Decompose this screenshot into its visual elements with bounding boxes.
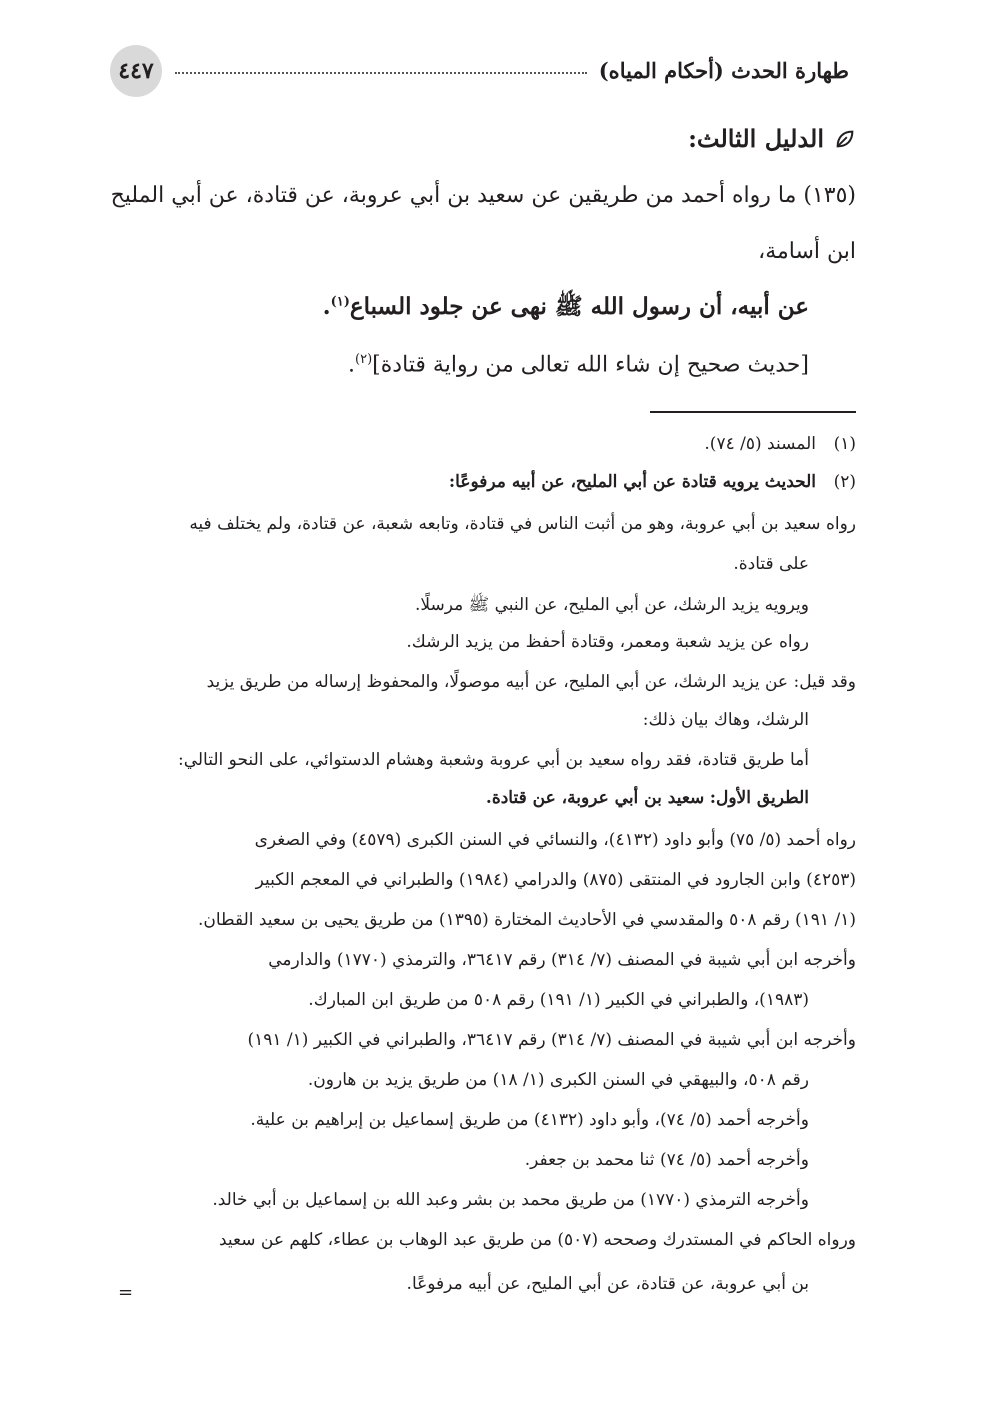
- footnote-1-number: (١): [833, 434, 856, 454]
- path-1-title: سعيد بن أبي عروبة، عن قتادة.: [485, 788, 705, 808]
- footnote-line: (٤٢٥٣) وابن الجارود في المنتقى (٨٧٥) والدرامي (١٩٨٤) والطبراني في المعجم الكبير: [255, 870, 856, 890]
- footnote-line: أما طريق قتادة، فقد رواه سعيد بن أبي عروبة وشعبة وهشام الدستوائي، على النحو التالي:: [177, 750, 809, 770]
- path-1-label: الطريق الأول:: [709, 788, 809, 808]
- section-heading-text: الدليل الثالث:: [688, 124, 824, 153]
- footnote-1: [704, 434, 856, 454]
- footnote-1-text: المسند (٥/ ٧٤).: [704, 434, 816, 454]
- footnote-separator: [650, 411, 856, 413]
- footnote-line: وأخرجه أحمد (٥/ ٧٤) ثنا محمد بن جعفر.: [524, 1150, 809, 1170]
- path-1-heading: [486, 788, 809, 808]
- leaf-ornament-icon: [834, 128, 856, 150]
- footnote-line: رواه أحمد (٥/ ٧٥) وأبو داود (٤١٣٢)، والنسائي في السنن الكبرى (٤٥٧٩) وفي الصغرى: [254, 830, 856, 850]
- footnote-line: (١٩٨٣)، والطبراني في الكبير (١/ ١٩١) رقم ٥٠٨ من طريق ابن المبارك.: [308, 990, 809, 1010]
- page-number: ٤٤٧: [118, 58, 154, 84]
- matn-end: .: [322, 293, 331, 320]
- grading-text: [حديث صحيح إن شاء الله تعالى من رواية قتادة]: [372, 352, 809, 378]
- hadith-grading: [348, 352, 809, 377]
- footnote-line: على قتادة.: [733, 554, 809, 574]
- footnote-line: وقد قيل: عن يزيد الرشك، عن أبي المليح، عن أبيه موصولًا، والمحفوظ إرساله من طريق يزيد: [206, 672, 856, 692]
- footnote-line: رواه سعيد بن أبي عروبة، وهو من أثبت الناس في قتادة، وتابعه شعبة، عن قتادة، ولم يختلف فيه: [189, 514, 856, 534]
- running-title: طهارة الحدث (أحكام المياه): [598, 57, 849, 83]
- footnote-line: وأخرجه ابن أبي شيبة في المصنف (٧/ ٣١٤) رقم ٣٦٤١٧، والطبراني في الكبير (١/ ١٩١): [247, 1030, 856, 1050]
- footnote-2: [449, 472, 856, 492]
- continuation-mark: =: [118, 1282, 134, 1303]
- matn-text: عن أبيه، أن رسول الله ﷺ نهى عن جلود السباع: [349, 293, 809, 320]
- section-heading: [688, 124, 856, 153]
- hadith-matn: [323, 292, 809, 326]
- footnote-line: (١/ ١٩١) رقم ٥٠٨ والمقدسي في الأحاديث المختارة (١٣٩٥) من طريق يحيى بن سعيد القطان.: [197, 910, 856, 930]
- footnote-2-heading: الحديث يرويه قتادة عن أبي المليح، عن أبيه مرفوعًا:: [448, 472, 816, 492]
- footnote-ref-2[interactable]: (٢): [355, 352, 373, 367]
- footnote-line: ويرويه يزيد الرشك، عن أبي المليح، عن النبي ﷺ مرسلًا.: [414, 595, 809, 615]
- footnote-line: رواه عن يزيد شعبة ومعمر، وقتادة أحفظ من يزيد الرشك.: [406, 632, 809, 652]
- footnote-line: وأخرجه الترمذي (١٧٧٠) من طريق محمد بن بشر وعبد الله بن إسماعيل بن أبي خالد.: [212, 1190, 809, 1210]
- footnote-line: الرشك، وهاك بيان ذلك:: [642, 710, 809, 730]
- hadith-intro-line-2: ابن أسامة،: [758, 239, 856, 264]
- running-header: [175, 55, 849, 85]
- footnote-line: بن أبي عروبة، عن قتادة، عن أبي المليح، عن أبيه مرفوعًا.: [406, 1274, 809, 1294]
- footnote-ref-1[interactable]: (١): [330, 294, 350, 310]
- hadith-intro-line-1: (١٣٥) ما رواه أحمد من طريقين عن سعيد بن أبي عروبة، عن قتادة، عن أبي المليح: [110, 183, 856, 208]
- grading-end: .: [348, 352, 356, 378]
- footnote-line: رقم ٥٠٨، والبيهقي في السنن الكبرى (١/ ١٨) من طريق يزيد بن هارون.: [307, 1070, 809, 1090]
- page-number-badge: [110, 45, 162, 97]
- footnote-line: وأخرجه ابن أبي شيبة في المصنف (٧/ ٣١٤) رقم ٣٦٤١٧، والترمذي (١٧٧٠) والدارمي: [268, 950, 856, 970]
- footnote-2-number: (٢): [833, 472, 856, 492]
- footnote-line: وأخرجه أحمد (٥/ ٧٤)، وأبو داود (٤١٣٢) من طريق إسماعيل بن إبراهيم بن علية.: [250, 1110, 809, 1130]
- footnote-line: ورواه الحاكم في المستدرك وصححه (٥٠٧) من طريق عبد الوهاب بن عطاء، كلهم عن سعيد: [219, 1230, 856, 1250]
- dotted-leader: [175, 72, 587, 74]
